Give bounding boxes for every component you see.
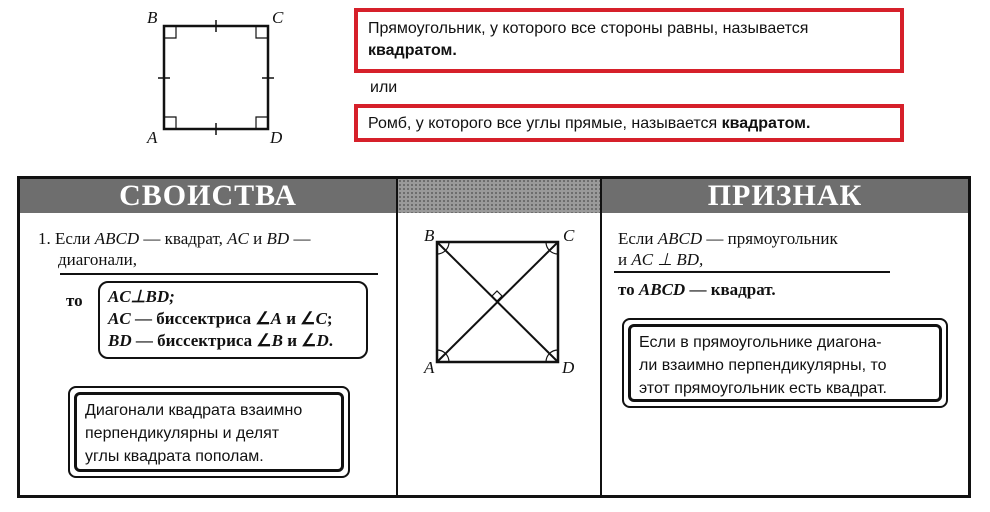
property-summary-box xyxy=(68,386,350,478)
top-label-b: B xyxy=(147,8,158,27)
definition-1-term: квадратом xyxy=(368,42,453,59)
condition-abcd: ABCD xyxy=(94,229,140,248)
or-label: или xyxy=(370,79,398,96)
property-number: 1. xyxy=(38,229,51,248)
property-condition xyxy=(38,228,383,270)
properties-header: СВОИСТВА xyxy=(20,179,396,213)
definition-2-term: квадратом xyxy=(721,115,806,132)
column-divider-left xyxy=(396,179,398,495)
definition-2-end: . xyxy=(805,115,811,132)
result-2: AC — биссектриса ∠A и ∠C; xyxy=(108,309,333,328)
sign-rule xyxy=(614,271,890,273)
property-summary-line-3: углы квадрата пополам. xyxy=(85,448,264,465)
mid-label-c: C xyxy=(563,226,575,245)
condition-square: — квадрат, xyxy=(143,229,223,248)
condition-bd: BD xyxy=(266,229,290,248)
result-3: BD — биссектриса ∠B и ∠D. xyxy=(108,331,334,350)
sign-summary-line-3: этот прямоугольник есть квадрат. xyxy=(639,380,887,397)
condition-dash: — xyxy=(293,229,311,248)
sign-if: Если xyxy=(618,229,654,248)
sign-header: ПРИЗНАК xyxy=(602,179,968,213)
property-summary-line-2: перпендикулярны и делят xyxy=(85,425,280,442)
top-label-a: A xyxy=(147,128,158,147)
definition-2-text: Ромб, у которого все углы прямые, называется xyxy=(368,115,718,132)
mid-label-a: A xyxy=(424,358,435,377)
definition-box-1 xyxy=(354,8,904,73)
result-1: AC⊥BD; xyxy=(108,287,175,306)
sign-rectangle: — прямоугольник xyxy=(706,229,838,248)
condition-word: Если xyxy=(55,229,91,248)
definition-1-end: . xyxy=(452,42,457,59)
sign-conclusion-square: — квадрат. xyxy=(689,280,776,299)
sign-abcd: ABCD xyxy=(657,229,703,248)
property-results-box xyxy=(98,281,368,359)
top-label-c: C xyxy=(272,8,284,27)
sign-conclusion xyxy=(618,279,776,300)
top-label-d: D xyxy=(270,128,283,147)
top-square-figure xyxy=(140,8,300,148)
condition-ac: AC xyxy=(227,229,249,248)
middle-header-pattern xyxy=(398,179,600,213)
sign-perpendicular: AC ⊥ BD, xyxy=(631,250,704,269)
sign-then: то xyxy=(618,280,635,299)
sign-conclusion-abcd: ABCD xyxy=(638,280,686,299)
sign-and: и xyxy=(618,250,628,269)
mid-label-b: B xyxy=(424,226,435,245)
property-rule xyxy=(60,273,378,275)
sign-summary-line-1: Если в прямоугольнике диагона- xyxy=(639,334,882,351)
column-divider-right xyxy=(600,179,602,495)
diagonals-square-figure xyxy=(420,222,580,382)
sign-summary-line-2: ли взаимно перпендикулярны, то xyxy=(639,357,887,374)
then-label: то xyxy=(66,291,83,310)
sign-condition xyxy=(618,228,918,270)
mid-label-d: D xyxy=(562,358,575,377)
condition-diagonals: диагонали, xyxy=(58,250,137,269)
sign-summary-box xyxy=(622,318,948,408)
definition-box-2 xyxy=(354,104,904,142)
definition-1-text: Прямоугольник, у которого все стороны равны, называется xyxy=(368,20,809,37)
condition-and: и xyxy=(253,229,263,248)
property-summary-line-1: Диагонали квадрата взаимно xyxy=(85,402,303,419)
